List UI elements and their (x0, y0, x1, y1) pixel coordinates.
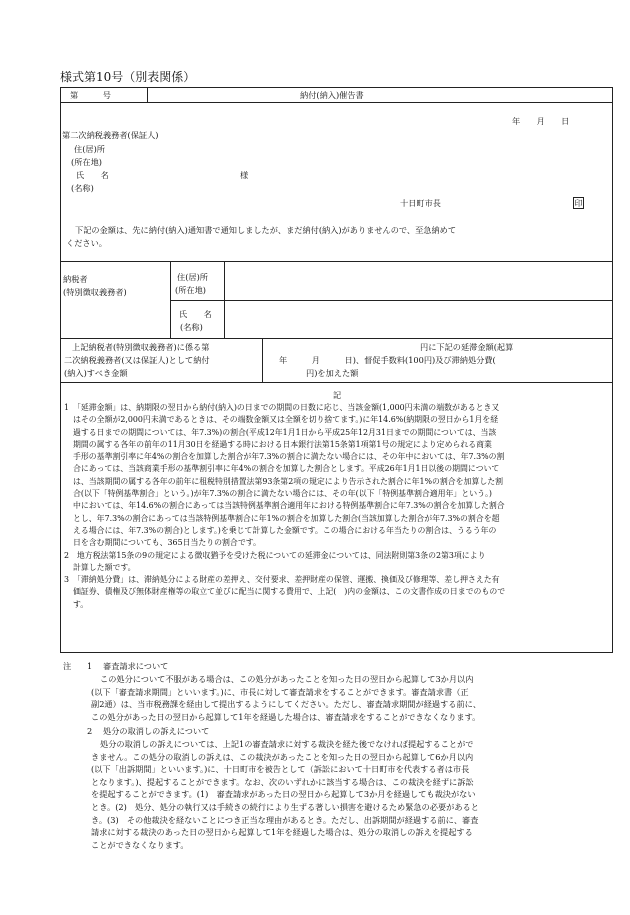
footer-line: 処分の取消しの訴えについては、上記1の審査請求に対する裁決を経た後でなければ提起することがで (100, 739, 474, 749)
footer-line: この処分について不服がある場合は、この処分があったことを知った日の翌日から起算して3か月以内 (100, 674, 474, 684)
footer-line: (以下「審査請求期間」といいます。)に、市長に対して審査請求をすることができます。審査請求書（正 (91, 686, 469, 697)
note-line: える場合には、年7.3%の割合)とします。)を乗じて計算した金額です。この場合における年当たりの割合は、うるう年の (73, 525, 497, 535)
note-line: とし、年7.3%の割合にあっては当該特例基準割合に年1%の割合を加算した割合(当該加算した割合が年7.3%の割合を超 (73, 513, 500, 523)
taxpayer-name-alt: (名称) (180, 322, 203, 332)
amount-left-line: 二次納税義務者(又は保証人)として納付 (64, 354, 210, 365)
footer-note-label: 注 (63, 661, 72, 671)
amount-left-label (64, 341, 210, 379)
taxpayer-address-label: 住(居)所 (177, 272, 208, 282)
footer-item2-title: 処分の取消しの訴えについて (103, 726, 210, 736)
taxpayer-address-alt: (所在地) (175, 285, 206, 295)
footer-line: 副2通）は、当市税務課を経由して提出するようにしてください。ただし、審査請求期間が経過する前に、 (91, 699, 482, 710)
intro-paragraph (66, 224, 456, 249)
amount-right-line-3: 円)を加えた額 (306, 368, 359, 378)
footer-item1-body (91, 673, 481, 723)
footer-line: きません。この処分の取消しの訴えは、この裁決があったことを知った日の翌日から起算して6か月以内 (91, 751, 474, 762)
note-line: 1 「延滞金額」は、納期限の翌日から納付(納入)の日までの期間の日数に応じ、当該金額(1,000円未満の端数があるとき又 (64, 403, 500, 412)
seal-mark: 印 (574, 199, 583, 208)
note-line: 過する日までの期間については、年7.3%)の割合(平成12年1月1日から平成25年12月31日までの期間については、当該 (73, 427, 497, 437)
addressee-address-label: 住(居)所 (74, 144, 105, 154)
intro-line: 下記の金額は、先に納付(納入)通知書で通知しましたが、まだ納付(納入)がありませんので、至急納めて (75, 225, 457, 235)
amount-left-line: 上記納税者(特別徴収義務者)に係る第 (72, 342, 210, 352)
footer-line: き。(3) その他裁決を経ないことにつき正当な理由があるとき。ただし、出訴期間が経過する前に、審査 (91, 814, 479, 825)
form-title: 様式第10号（別表関係） (60, 70, 196, 84)
taxpayer-name-label: 氏 名 (179, 309, 212, 319)
footer-item2-number: 2 (87, 726, 93, 736)
addressee-name-alt: (名称) (71, 183, 94, 193)
footer-line: を提起することができます。(1) 審査請求があった日の翌日から起算して3か月を経過しても裁決がない (91, 789, 476, 800)
header-divider (60, 102, 613, 103)
footer-item1-title: 審査請求について (103, 661, 169, 671)
note-line: 合にあっては、当該商業手形の基準割引率に年4%の割合を加算した割合とします。平成26年1月1日以後の期間について (73, 464, 500, 474)
doc-number-label: 第 号 (70, 90, 111, 100)
taxpayer-label: 納税者 (63, 274, 88, 284)
taxpayer-label-sub: (特別徴収義務者) (63, 287, 127, 297)
note-line: は、当該期間の属する各年の前年に租税特別措置法第93条第2項の規定により告示された割合に年1%の割合を加算した割 (73, 476, 504, 486)
doc-title: 納付(納入)催告書 (300, 90, 364, 100)
footer-line: (以下「出訴期間」といいます。)に、十日町市を被告として（訴訟において十日町市を代表する者は市長 (91, 764, 470, 775)
intro-line: ください。 (66, 237, 107, 248)
footer-item1-number: 1 (87, 661, 93, 671)
note-line: す。 (73, 599, 89, 609)
note-line: 3 「滞納処分費」は、滞納処分による財産の差押え、交付要求、差押財産の保管、運搬、換価及び修理等、差し押さえた有 (64, 575, 500, 585)
amount-bottom-line (60, 382, 613, 383)
note-line: 2 地方税法第15条の9の規定による徴収猶予を受けた税についての延滞金については、同法附則第3条の2第3項により (64, 550, 486, 560)
taxpayer-top-line (60, 261, 613, 262)
addressee-address-alt: (所在地) (71, 157, 102, 167)
taxpayer-row-divider (170, 300, 613, 301)
footer-line: この処分があった日の翌日から起算して1年を経過した場合は、審査請求をすることができなくなります。 (91, 711, 481, 722)
note-line: 計算した額です。 (73, 562, 136, 572)
issuer-title: 十日町市長 (400, 198, 441, 208)
notes-heading: 記 (333, 390, 342, 400)
footer-line: となります。)、提起することができます。なお、次のいずれかに該当する場合は、この裁決を経ずに訴訟 (91, 776, 474, 787)
addressee-role: 第二次納税義務者(保証人) (62, 130, 159, 140)
amount-col-divider (262, 338, 263, 382)
note-line: はその全額が2,000円未満であるときは、その端数金額又は全額を切り捨てます。)に年14.6%(納期限の翌日から1月を経 (73, 415, 499, 425)
addressee-honorific: 様 (240, 170, 249, 180)
addressee-name-label: 氏 名 (76, 170, 109, 180)
footer-item2-body (91, 738, 479, 851)
note-line: 中においては、年14.6%の割合にあっては当該特例基準割合適用年における特例基準割合に年7.3%の割合を加算した割合 (73, 501, 505, 511)
notes-block (64, 402, 505, 611)
header-col-divider (147, 87, 148, 102)
amount-top-line (60, 338, 613, 339)
note-line: 合(以下「特例基準割合」という。)が年7.3%の割合に満たない場合には、その年(以下「特例基準割合適用年」という。) (73, 489, 492, 499)
note-line: 手形の基準割引率に年4%の割合を加算した割合が年7.3%の割合に満たない場合には、その年中においては、年7.3%の割 (73, 452, 505, 462)
footer-line: とき。(2) 処分、処分の執行又は手続きの続行により生ずる著しい損害を避けるため緊急の必要があると (91, 801, 479, 812)
footer-line: 請求に対する裁決のあった日の翌日から起算して1年を経過した場合は、処分の取消しの訴えを提起する (91, 827, 473, 838)
note-line: 日を含む期間についても、365日当たりの割合です。 (73, 538, 261, 548)
amount-right-line-2: 年 月 日)、督促手数料(100円)及び滞納処分費( (279, 355, 496, 365)
amount-right-line-1: 円に下記の延滞金額(起算 (420, 342, 514, 352)
footer-line: ことができなくなります。 (91, 839, 189, 850)
note-line: 期間の属する各年の前年の11月30日を経過する時における日本銀行法第15条第1項第1号の規定により定められる商業 (73, 439, 492, 449)
note-line: 価証券、債権及び無体財産権等の取立て並びに配当に関する費用で、上記( )内の金額は、この文書作成の日までのもので (73, 587, 506, 597)
amount-left-line: (納入)すべき金額 (64, 367, 128, 378)
issue-date: 年 月 日 (512, 116, 570, 126)
